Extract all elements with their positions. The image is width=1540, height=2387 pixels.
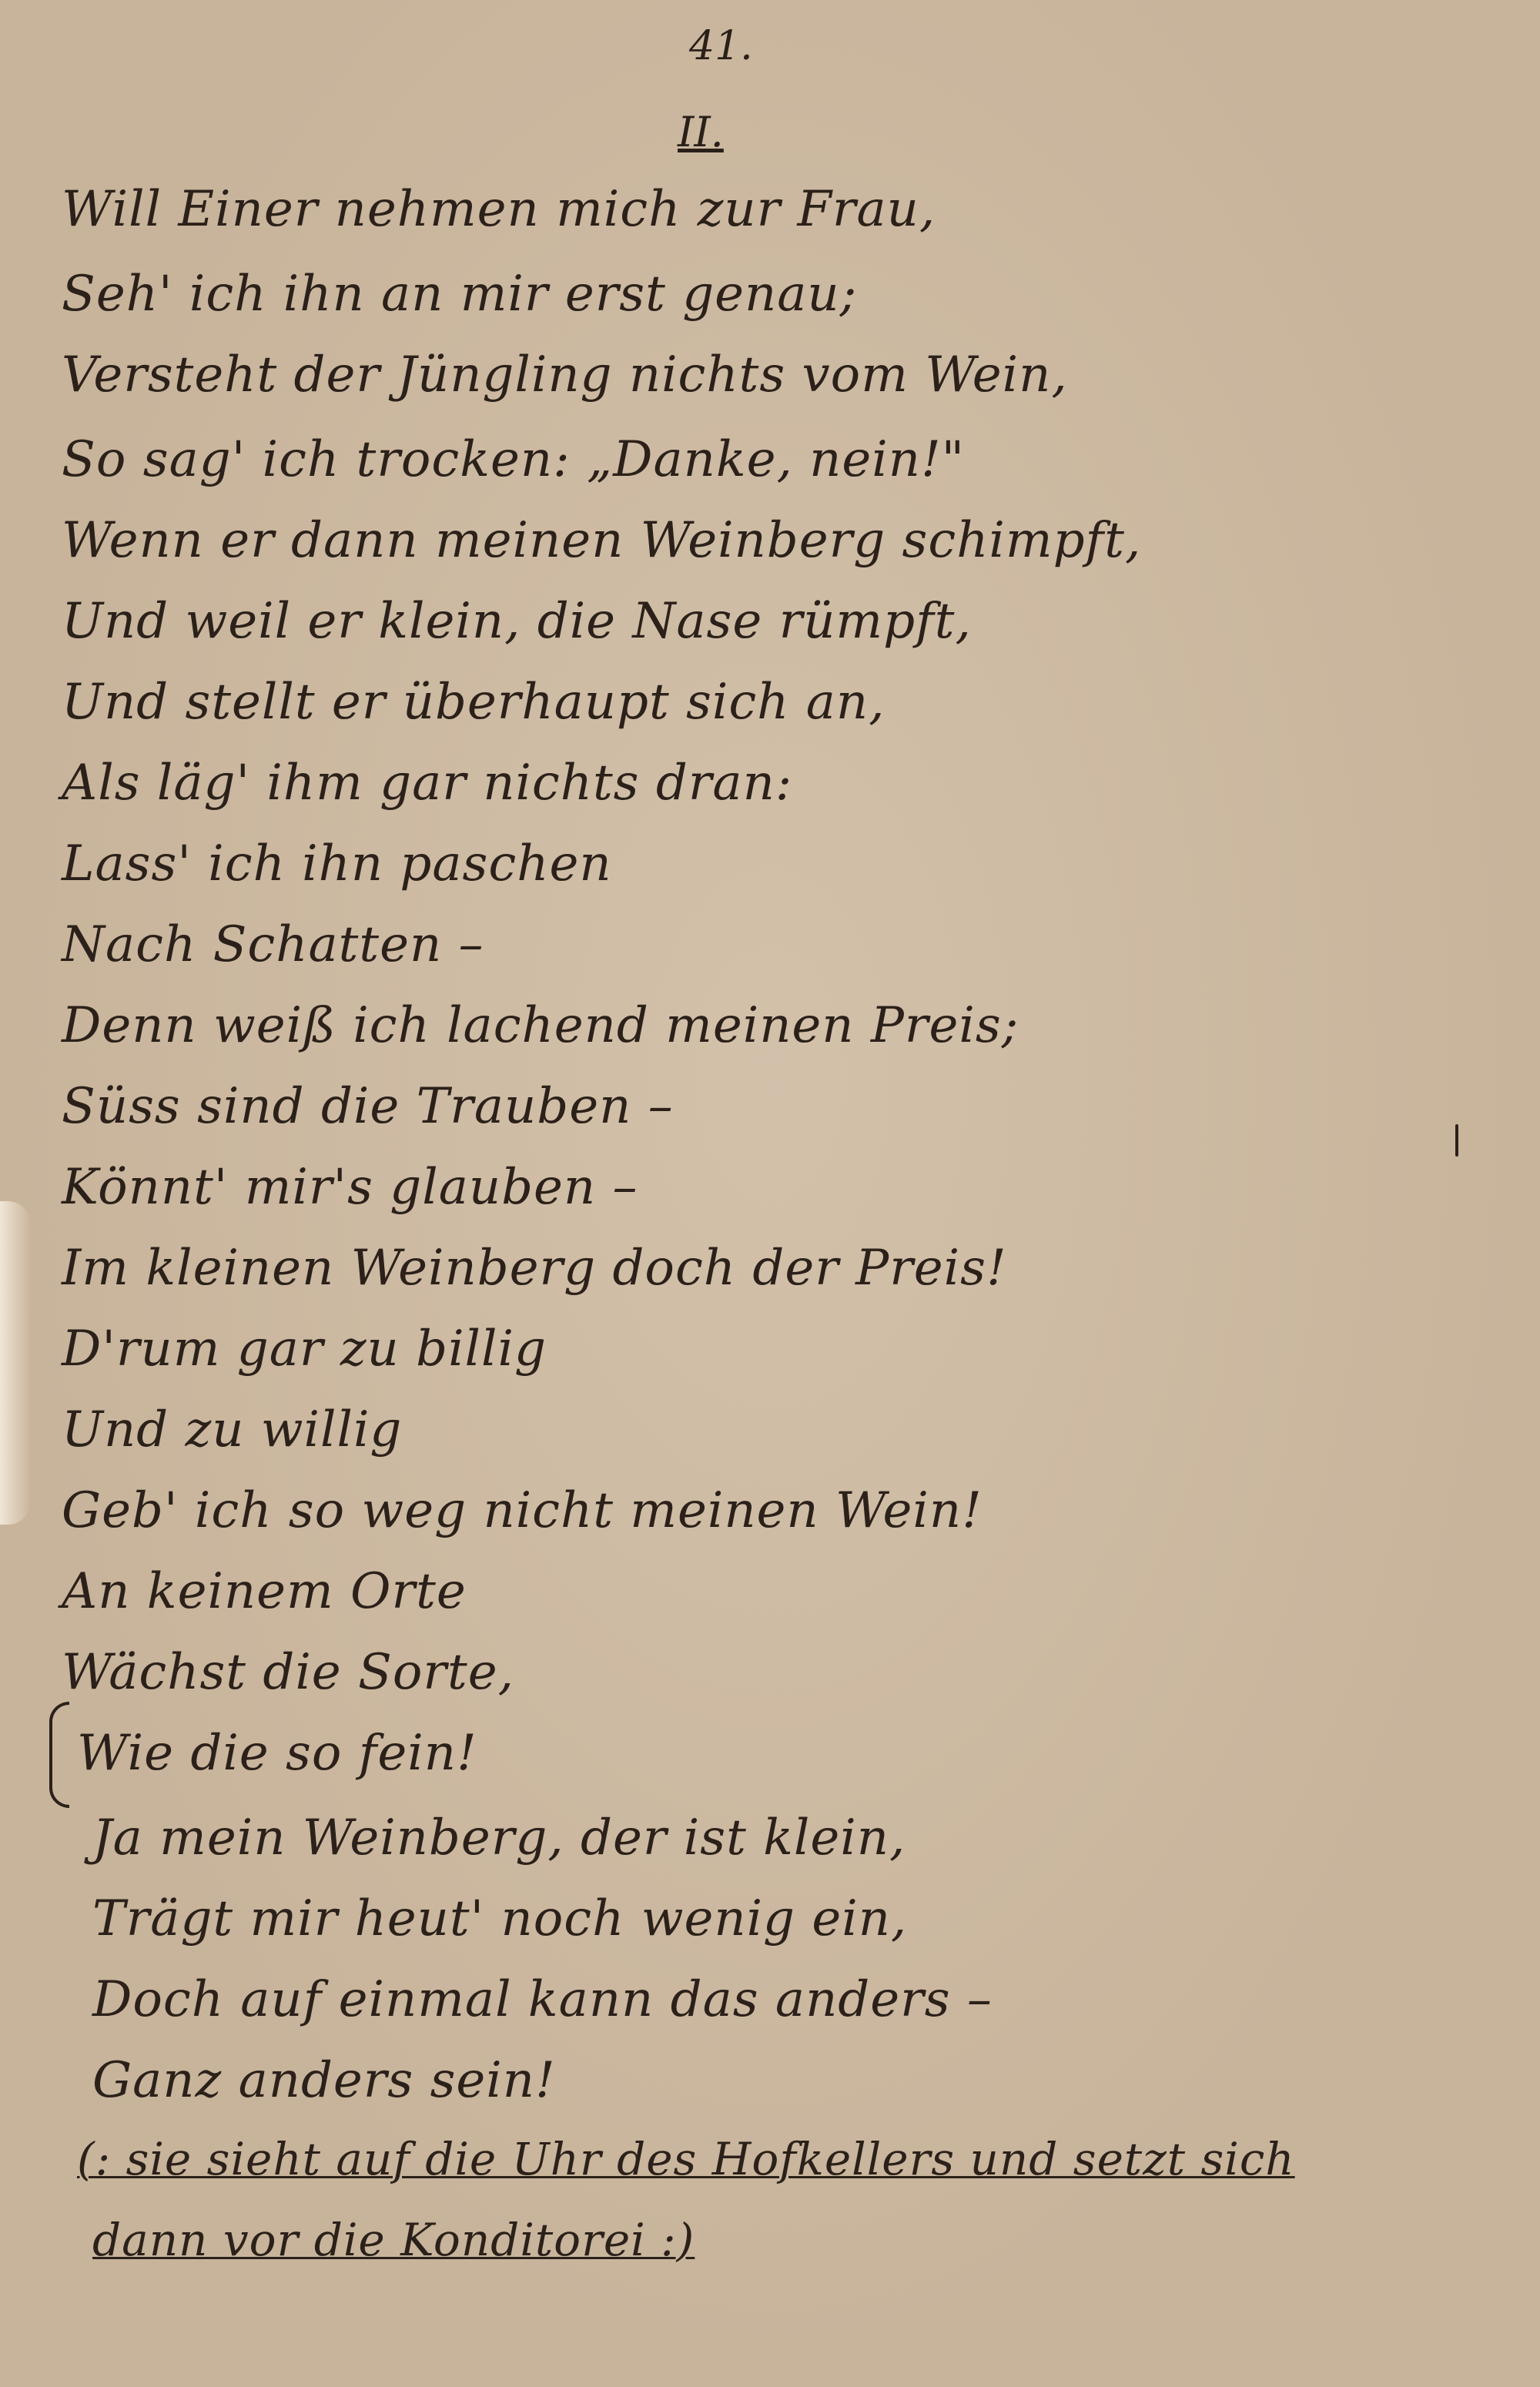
section-numeral: II. — [678, 108, 724, 156]
verse-line: Will Einer nehmen mich zur Frau, — [62, 181, 936, 238]
verse-line: Und weil er klein, die Nase rümpft, — [62, 593, 972, 650]
verse-line: Und stellt er überhaupt sich an, — [62, 674, 886, 731]
verse-line: Könnt' mir's glauben – — [62, 1159, 638, 1216]
verse-line: So sag' ich trocken: „Danke, nein!" — [62, 431, 966, 488]
verse-line: Und zu willig — [62, 1401, 403, 1458]
verse-line: Geb' ich so weg nicht meinen Wein! — [62, 1482, 983, 1539]
verse-line: Lass' ich ihn paschen — [62, 835, 612, 892]
verse-line: Doch auf einmal kann das anders – — [92, 1971, 993, 2028]
verse-line: Im kleinen Weinberg doch der Preis! — [62, 1240, 1007, 1297]
ink-mark — [1455, 1124, 1458, 1157]
verse-line: Ganz anders sein! — [92, 2052, 556, 2109]
page-number: 41. — [689, 23, 753, 69]
margin-bracket — [49, 1702, 69, 1808]
verse-line: Seh' ich ihn an mir erst genau; — [62, 266, 858, 323]
paper-edge — [0, 1201, 31, 1525]
verse-line: Wächst die Sorte, — [62, 1644, 514, 1701]
verse-line: Versteht der Jüngling nichts vom Wein, — [62, 346, 1068, 403]
verse-line: Wie die so fein! — [77, 1725, 477, 1782]
verse-line: Trägt mir heut' noch wenig ein, — [92, 1890, 908, 1947]
verse-line: D'rum gar zu billig — [62, 1321, 547, 1378]
verse-line: Süss sind die Trauben – — [62, 1078, 674, 1135]
verse-line: Wenn er dann meinen Weinberg schimpft, — [62, 512, 1142, 569]
verse-line: An keinem Orte — [62, 1563, 467, 1620]
verse-line: Ja mein Weinberg, der ist klein, — [92, 1810, 906, 1866]
verse-line: Als läg' ihm gar nichts dran: — [62, 755, 793, 812]
verse-line: Nach Schatten – — [62, 916, 484, 973]
verse-line: Denn weiß ich lachend meinen Preis; — [62, 997, 1019, 1054]
stage-direction: (: sie sieht auf die Uhr des Hofkellers und setzt sich — [77, 2133, 1295, 2185]
stage-direction: dann vor die Konditorei :) — [92, 2214, 695, 2266]
